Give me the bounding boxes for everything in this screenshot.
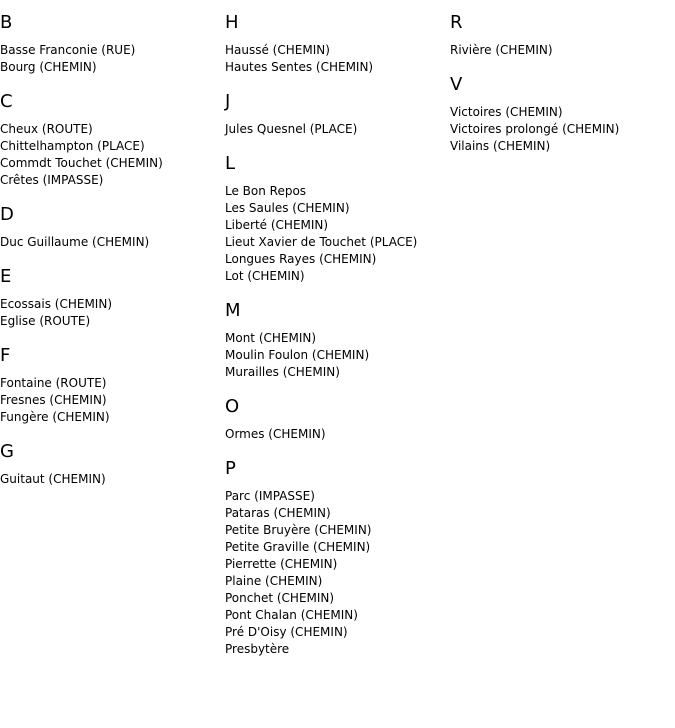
street-list (225, 183, 450, 285)
street-link[interactable]: Chittelhampton (PLACE) (0, 139, 145, 153)
letter-heading: G (0, 441, 14, 462)
street-list (225, 121, 450, 138)
street-link[interactable]: Hautes Sentes (CHEMIN) (225, 60, 374, 74)
letter-group (0, 91, 225, 189)
street-link[interactable]: Lot (CHEMIN) (225, 269, 305, 283)
letter-heading: O (225, 396, 240, 417)
street-list (225, 488, 450, 658)
street-link[interactable]: Vilains (CHEMIN) (450, 139, 551, 153)
street-link[interactable]: Pierrette (CHEMIN) (225, 557, 338, 571)
street-list (450, 104, 675, 155)
street-link[interactable]: Lieut Xavier de Touchet (PLACE) (225, 235, 418, 249)
letter-group (0, 266, 225, 330)
street-link[interactable]: Plaine (CHEMIN) (225, 574, 323, 588)
letter-heading: B (0, 12, 13, 33)
street-link[interactable]: Crêtes (IMPASSE) (0, 173, 104, 187)
street-link[interactable]: Moulin Foulon (CHEMIN) (225, 348, 370, 362)
letter-group (0, 441, 225, 488)
street-link[interactable]: Haussé (CHEMIN) (225, 43, 330, 57)
street-list (0, 121, 225, 189)
street-column-1 (0, 12, 225, 503)
street-link[interactable]: Ormes (CHEMIN) (225, 427, 326, 441)
street-link[interactable]: Presbytère (225, 642, 290, 656)
letter-group (450, 12, 675, 59)
letter-group (225, 91, 450, 138)
street-link[interactable]: Jules Quesnel (PLACE) (225, 122, 358, 136)
street-column-3 (450, 12, 675, 170)
street-link[interactable]: Petite Bruyère (CHEMIN) (225, 523, 372, 537)
street-link[interactable]: Murailles (CHEMIN) (225, 365, 340, 379)
letter-group (0, 12, 225, 76)
street-link[interactable]: Longues Rayes (CHEMIN) (225, 252, 377, 266)
street-link[interactable]: Cheux (ROUTE) (0, 122, 93, 136)
street-list (0, 471, 225, 488)
street-link[interactable]: Parc (IMPASSE) (225, 489, 315, 503)
street-list (225, 330, 450, 381)
street-link[interactable]: Victoires prolongé (CHEMIN) (450, 122, 620, 136)
street-link[interactable]: Ponchet (CHEMIN) (225, 591, 335, 605)
street-link[interactable]: Pont Chalan (CHEMIN) (225, 608, 358, 622)
letter-heading: D (0, 204, 14, 225)
street-link[interactable]: Commdt Touchet (CHEMIN) (0, 156, 163, 170)
street-link[interactable]: Pataras (CHEMIN) (225, 506, 331, 520)
street-link[interactable]: Liberté (CHEMIN) (225, 218, 329, 232)
letter-group (225, 458, 450, 658)
street-link[interactable]: Ecossais (CHEMIN) (0, 297, 112, 311)
letter-group (225, 12, 450, 76)
street-link[interactable]: Guitaut (CHEMIN) (0, 472, 106, 486)
letter-group (225, 153, 450, 285)
letter-heading: C (0, 91, 13, 112)
letter-heading: E (0, 266, 12, 287)
letter-group (225, 396, 450, 443)
street-link[interactable]: Petite Graville (CHEMIN) (225, 540, 371, 554)
street-link[interactable]: Fresnes (CHEMIN) (0, 393, 107, 407)
street-link[interactable]: Basse Franconie (RUE) (0, 43, 136, 57)
street-column-2 (225, 12, 450, 673)
street-link[interactable]: Duc Guillaume (CHEMIN) (0, 235, 150, 249)
street-list (225, 426, 450, 443)
letter-heading: L (225, 153, 236, 174)
street-list (0, 234, 225, 251)
letter-heading: V (450, 74, 463, 95)
letter-heading: M (225, 300, 241, 321)
street-list (225, 42, 450, 76)
street-link[interactable]: Les Saules (CHEMIN) (225, 201, 350, 215)
letter-heading: F (0, 345, 11, 366)
street-list (0, 375, 225, 426)
street-list (450, 42, 675, 59)
street-list (0, 42, 225, 76)
street-link[interactable]: Bourg (CHEMIN) (0, 60, 97, 74)
letter-group (0, 345, 225, 426)
letter-group (225, 300, 450, 381)
street-link[interactable]: Pré D'Oisy (CHEMIN) (225, 625, 348, 639)
street-link[interactable]: Fontaine (ROUTE) (0, 376, 107, 390)
street-link[interactable]: Eglise (ROUTE) (0, 314, 91, 328)
street-link[interactable]: Mont (CHEMIN) (225, 331, 317, 345)
letter-heading: R (450, 12, 463, 33)
letter-heading: H (225, 12, 239, 33)
street-link[interactable]: Rivière (CHEMIN) (450, 43, 553, 57)
letter-heading: P (225, 458, 236, 479)
letter-group (0, 204, 225, 251)
street-link[interactable]: Victoires (CHEMIN) (450, 105, 563, 119)
street-link[interactable]: Le Bon Repos (225, 184, 307, 198)
street-link[interactable]: Fungère (CHEMIN) (0, 410, 110, 424)
letter-group (450, 74, 675, 155)
letter-heading: J (225, 91, 231, 112)
street-list (0, 296, 225, 330)
